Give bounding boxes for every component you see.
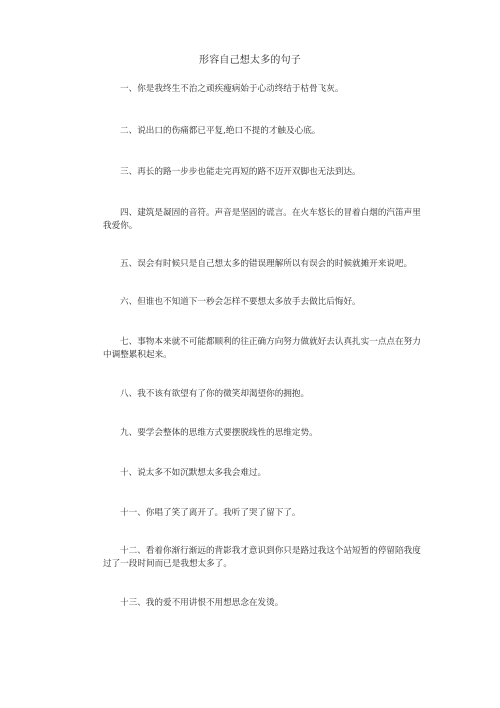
paragraph-12: 十二、看着你渐行渐远的背影我才意识到你只是路过我这个站短暂的停留陪我度过了一段时间而已是我想太多了。 <box>103 546 421 569</box>
paragraph-1: 一、你是我终生不治之顽疾瘦病始于心动终结于枯骨飞灰。 <box>120 84 344 94</box>
paragraph-11: 十一、你唱了笑了离开了。我听了哭了留下了。 <box>120 508 301 518</box>
paragraph-4: 四、建筑是凝固的音符。声音是坚固的谎言。在火车悠长的冒着白烟的汽笛声里我爱你。 <box>103 208 421 231</box>
paragraph-9: 九、要学会整体的思维方式要摆脱线性的思维定势。 <box>120 428 318 438</box>
paragraph-3: 三、再长的路一步步也能走完再短的路不迈开双脚也无法到达。 <box>120 167 361 177</box>
paragraph-13: 十三、我的爱不用讲恨不用想思念在发烫。 <box>120 598 284 608</box>
paragraph-2: 二、说出口的伤痛都已平复,绝口不提的才触及心底。 <box>120 126 321 136</box>
paragraph-5: 五、误会有时候只是自己想太多的错误理解所以有误会的时候就摊开来说吧。 <box>120 259 413 269</box>
paragraph-10: 十、说太多不如沉默想太多我会难过。 <box>120 468 267 478</box>
paragraph-7: 七、事物本来就不可能都顺利的往正确方向努力做就好去认真扎实一点点在努力中调整累积起来。 <box>103 337 421 360</box>
page-title: 形容自己想太多的句子 <box>199 55 301 66</box>
paragraph-6: 六、但谁也不知道下一秒会怎样不要想太多放手去做比后悔好。 <box>120 297 361 307</box>
paragraph-8: 八、我不该有欲望有了你的微笑却渴望你的拥抱。 <box>120 389 310 399</box>
